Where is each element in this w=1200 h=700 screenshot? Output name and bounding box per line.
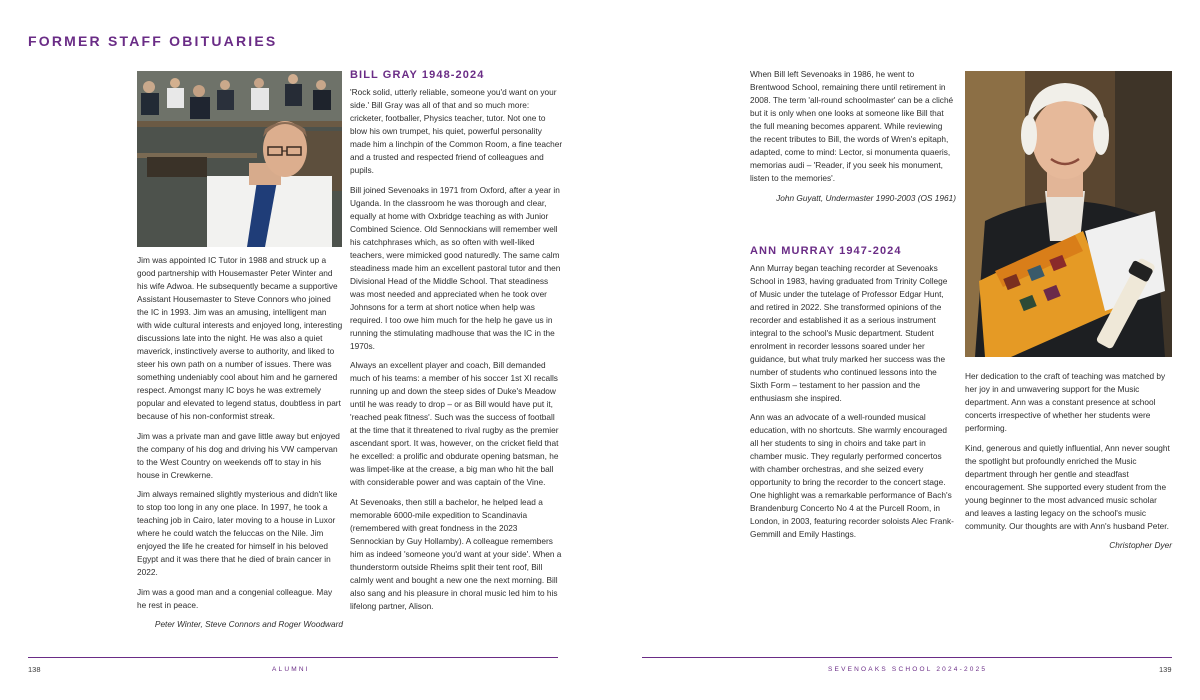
page-number-right: 139 [1159, 665, 1172, 674]
col3-paragraph: Ann was an advocate of a well-rounded musical education, with no shortcuts. She warmly encouraged all her students to sing in choirs and take part in chamber music. They regularly performed concertos with chamber orchestras, and she seized every opportunity to bring the recorder to the concert stage. One highlight was a remarkable performance of Bach's Brandenburg Concerto No 4 at the Purcell Room, in London, in 2003, featuring recorder soloists Alec Frank-Gemmill and Emily Hastings. [750, 412, 954, 539]
col1-text [137, 254, 343, 638]
col3-paragraph: Ann Murray began teaching recorder at Sevenoaks School in 1983, having graduated from Trinity College of Music under the tutelage of Professor Edgar Hunt, and retired in 2022. She transformed opinions of the recorder and established it as a serious instrument integral to the school's Music department. Student enrolment in recorder lessons soared under her guidance, but what truly marked her success was the number of students who continued lessons into the Sixth Form – testament to her passion and the enthusiasm she inspired. [750, 262, 948, 403]
col2-paragraph: Bill joined Sevenoaks in 1971 from Oxford, after a year in Uganda. In the classroom he was thorough and clear, equally at home with Oxbridge teaching as with Junior Combined Science. Old Sennockians will remember well his catchphrases which, as so often with well-liked teachers, were mimicked good naturedly. The same calm steadiness made him an excellent pastoral tutor and then Divisional Head of the Middle School. That steadiness was most needed and appreciated when he took over Johnsons for a term at short notice when help was required. I too owe him much for the help he gave us in running the stimulating madhouse that was the IC in the 1970s. [350, 184, 561, 351]
footer-rule-right [642, 657, 1172, 658]
col1-paragraph: Jim was a good man and a congenial colleague. May he rest in peace. [137, 586, 333, 610]
col3-paragraph: When Bill left Sevenoaks in 1986, he went to Brentwood School, remaining there until retirement in 2008. The term 'all-round schoolmaster' can be a cliché but it is only when one looks at someone like Bill that the full meaning becomes apparent. While reviewing the recent tributes to Bill, the words of Wren's epitaph, adapted, come to mind: Lector, si monumenta quaeris, memorias audi – 'Reader, if you seek his monument, listen to the memories'. [750, 69, 954, 183]
col1-paragraph: Jim was appointed IC Tutor in 1988 and struck up a good partnership with Housemaster Peter Winter and his wife Adwoa. He subsequently became a supportive Assistant Housemaster to Steve Connors who joined the IC in 1993. Jim was an amusing, intelligent man with wide cultural interests and enjoyed long, interesting discussions late into the night. He was also a quiet maverick, instinctively averse to authority, and liked to steer his own path on a number of issues. There was something undeniably cool about him and he garnered respect. Amongst many IC boys he was extremely popular and elevated to legend status, doubtless in part because of his non-conformist streak. [137, 255, 343, 421]
footer-label-left: ALUMNI [272, 666, 310, 673]
footer-rule-left [28, 657, 558, 658]
col1-paragraph: Jim always remained slightly mysterious and didn't like to stop too long in any one place. In 1997, he took a teaching job in Cairo, later moving to a house in Luxor where he could watch the feluccas on the Nile. Jim enjoyed the life he created for himself in his beloved Egypt and it was there that he died of brain cancer in 2022. [137, 489, 338, 577]
col4-paragraph: Kind, generous and quietly influential, Ann never sought the spotlight but profoundly enriched the Music department through her gentle and steadfast encouragement. She supported every student from the young beginner to the most advanced music scholar and leaves a lasting legacy on the school's music community. Our thoughts are with Ann's husband Peter. [965, 442, 1170, 531]
col2-text [350, 69, 563, 619]
col3-signature: John Guyatt, Undermaster 1990-2003 (OS 1961) [776, 192, 956, 203]
bill-gray-heading: BILL GRAY 1948-2024 [350, 69, 485, 81]
col2-paragraph: Always an excellent player and coach, Bill demanded much of his teams: a member of his soccer 1st XI recalls running up and down the steep sides of Duke's Meadow until he was ready to drop – or as Bill would have put it, 'reached peak fitness'. Such was the success of football at the time that it threatened to rival rugby as the premier ascendant sport. It was, however, on the cricket field that he excelled: a prolific and obdurate opening batsman, he was limpet-like at the crease, a big man who hit the ball with considerable power and was captain of the Vine. [350, 360, 559, 487]
col4-paragraph: Her dedication to the craft of teaching was matched by her joy in and unwavering support for the Music department. Ann was a constant presence at school concerts irrespective of whether her students were performing. [965, 371, 1166, 433]
col4-text [965, 370, 1172, 559]
ann-murray-heading: ANN MURRAY 1947-2024 [750, 244, 902, 257]
col4-signature: Christopher Dyer [1109, 540, 1172, 550]
ann-murray-photo [965, 71, 1172, 357]
bill-gray-photo [137, 71, 342, 247]
col2-paragraph: At Sevenoaks, then still a bachelor, he helped lead a memorable 6000-mile expedition to Scandinavia (remembered with great fondness in the 2023 Sennockian by Guy Hollamby). A colleague remembers him as indeed 'someone you'd want at your side'. When a thunderstorm outside Rheims split their tent roof, Bill calmly went and bought a new one the next morning. Bill also sang and his pleasure in choral music led him to his lifelong partner, Alison. [350, 496, 562, 611]
col3-text [750, 68, 956, 548]
page-number-left: 138 [28, 665, 41, 674]
col2-paragraph: 'Rock solid, utterly reliable, someone you'd want on your side.' Bill Gray was all of that and so much more: cricketer, footballer, Physics teacher, tutor. Not one to blow his own trumpet, his quiet, powerful personality made him a linchpin of the Common Room, a fine teacher and a trusted and respected friend of colleagues and pupils. [350, 87, 563, 175]
col1-paragraph: Jim was a private man and gave little away but enjoyed the company of his dog and driving his VW campervan to the West Country on weekends off to stay in his house in Crewkerne. [137, 430, 340, 480]
footer-label-right: SEVENOAKS SCHOOL 2024-2025 [828, 666, 988, 673]
section-title: FORMER STAFF OBITUARIES [28, 33, 278, 49]
col1-signature: Peter Winter, Steve Connors and Roger Woodward [154, 619, 343, 629]
